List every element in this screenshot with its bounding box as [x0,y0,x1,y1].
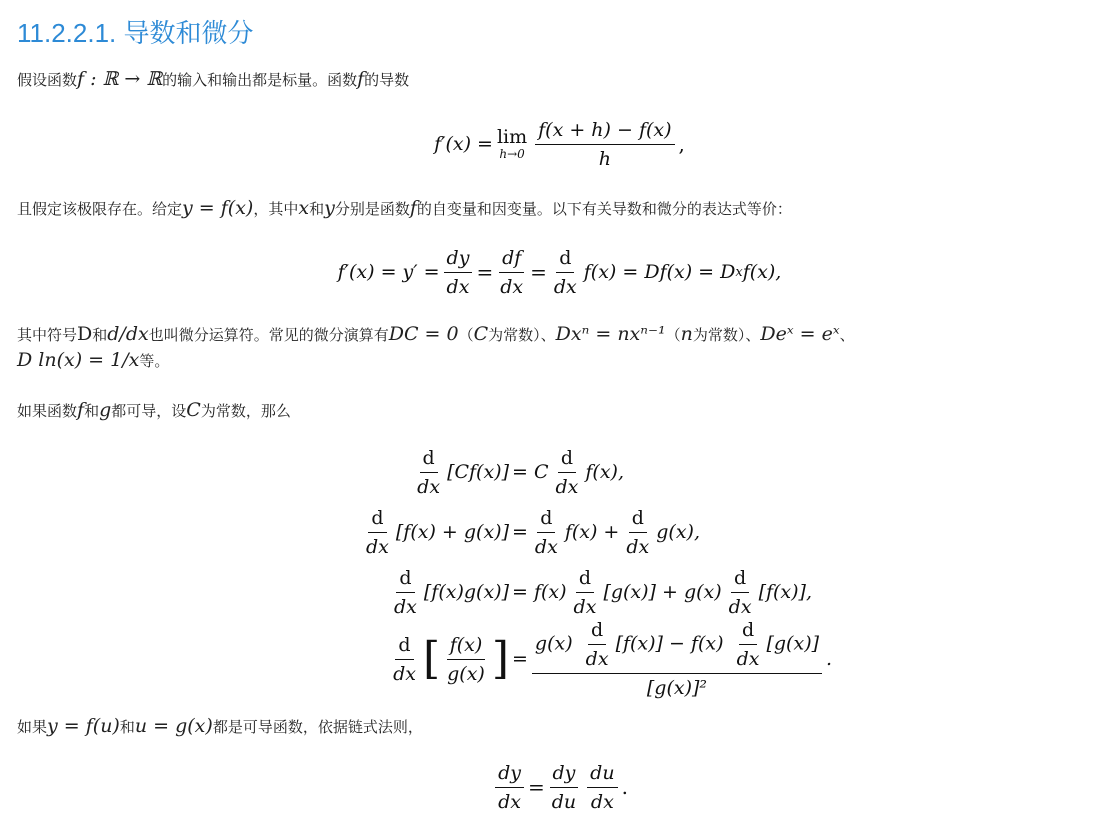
para-differentiable [17,398,291,423]
frac-d-dx [532,507,561,558]
para-chain-rule [17,714,423,739]
rule3-lhs-expr: [f(x)g(x)] [423,581,509,603]
rule4-rhs [512,619,833,699]
frac-dy-du [549,762,579,813]
equals: = [530,260,547,284]
math-dex: Dеˣ = eˣ [760,323,840,345]
frac-den: du [551,790,577,813]
equals: = [476,260,494,284]
frac-dy-dx [444,247,473,298]
num-part: [f(x)] − f(x) [615,632,724,655]
frac-d-dx [363,507,392,558]
frac-dy-dx [495,762,524,813]
rule1-lhs-expr: [Cf(x)] [447,461,509,483]
frac-d-dx [623,507,652,558]
rule3-lhs [387,564,509,620]
frac-num: d [537,507,555,533]
text: 假设函数 [17,71,78,89]
derivative-rules [0,442,1119,699]
text: ，其中 [253,200,299,218]
frac-num: dy [550,762,579,788]
lim-subscript: h→0 [499,146,525,161]
eq-tail: . [621,775,628,799]
eq2-part-c: f(x), [742,261,782,283]
right-bracket: ] [491,633,509,684]
text: 和 [84,402,100,420]
rule4-tail: . [826,648,833,670]
frac-d-dx [553,447,582,498]
frac-num: d [576,567,594,593]
rule2-rhs-a: = [512,521,528,543]
frac-den: dx [736,648,760,670]
text: 和 [92,326,108,344]
math-ugx: u = g(x) [134,715,213,737]
section-heading: 11.2.2.1. 导数和微分 [17,18,254,48]
math-yfu: y = f(u) [47,715,120,737]
frac-d-dx [390,634,419,685]
frac-den: dx [573,595,597,618]
text: 等。 [139,352,170,370]
frac-den: dx [446,275,470,298]
bracketed-quotient [423,634,509,685]
frac-den: g(x) [447,662,485,685]
frac-d-dx [571,567,600,618]
math-mapping: f : ℝ → ℝ [77,68,163,90]
equation-chain-rule [0,756,1119,818]
math-ddx: d/dx [107,323,149,345]
math-C: C [186,399,201,421]
eq2-subscript: x [735,264,743,280]
rule3-rhs-c: [f(x)], [758,581,812,603]
text: 也叫微分运算符。常见的微分演算有 [148,326,389,344]
num-part: [g(x)] [766,632,820,655]
text: 都是可导函数，依据链式法则， [212,718,423,736]
text: 的自变量和因变量。以下有关导数和微分的表达式等价： [416,200,792,218]
equation-equivalent-notations [0,240,1119,304]
eq1-lhs: f′(x) = [434,133,493,155]
frac-num: dy [444,247,473,273]
frac-den: dx [585,648,609,670]
text: 其中符号 [17,326,78,344]
frac-den: dx [393,662,416,685]
text: 和 [309,200,325,218]
text: 和 [119,718,135,736]
rule3-rhs-a: = f(x) [512,581,567,603]
rule2-lhs [359,504,509,560]
rule4-equals: = [512,648,528,670]
text: （ [665,326,681,344]
math-dxn: Dxⁿ = nxⁿ⁻¹ [555,323,666,345]
para-operators-line2 [17,348,169,373]
frac-den: dx [553,275,577,298]
frac-d-dx [726,567,755,618]
frac-d-dx-small [734,619,763,670]
eq1-tail: , [678,132,685,156]
frac-den: dx [555,475,579,498]
rule1-rhs-b: f(x), [585,461,625,483]
rule4-lhs [386,626,509,692]
frac-du-dx [587,762,617,813]
rule2-rhs-b: f(x) + [564,521,620,543]
frac-num [532,619,822,674]
math-n: n [680,323,693,345]
frac-den: [g(x)]² [646,677,708,699]
para-equivalent-forms [17,196,792,221]
frac-num: f(x) [447,634,486,660]
frac-d-dx [391,567,420,618]
text: 为常数，那么 [200,402,291,420]
frac-den: dx [366,535,389,558]
frac-d-dx [414,447,443,498]
frac-num: d [368,507,386,533]
frac-quotient-rule [532,619,822,699]
frac-num: d [731,567,749,593]
eq1-fraction [535,119,674,170]
rule1-rhs-a: = C [512,461,549,483]
frac-den: dx [500,275,524,298]
math-g: g [99,399,112,421]
frac-den: dx [728,595,752,618]
math-C: C [473,323,489,345]
left-bracket: [ [422,633,441,684]
math-x: x [298,197,310,219]
frac-den: dx [626,535,650,558]
frac-d-dx-small [583,619,612,670]
rule1-rhs [512,444,624,500]
equals: = [527,775,545,799]
frac-num: d [588,619,606,645]
text: 为常数）、 [692,326,761,344]
frac-den: dx [534,535,558,558]
math-D: D [77,323,93,345]
math-dln: D ln(x) = 1/x [17,349,140,371]
eq2-part-a: f′(x) = y′ = [337,261,440,283]
text: 且假定该极限存在。给定 [17,200,183,218]
text: 、 [839,326,855,344]
frac-den: dx [394,595,417,618]
frac-df-dx [497,247,526,298]
num-part: g(x) [534,632,573,655]
text: 的导数 [364,71,410,89]
eq2-part-b: f(x) = Df(x) = D [583,261,736,283]
frac-num: d [396,567,414,593]
text: 如果函数 [17,402,78,420]
frac-d-dx [551,247,580,298]
math-yfx: y = f(x) [182,197,254,219]
rule1-lhs [410,444,509,500]
frac-num: du [587,762,617,788]
eq1-denominator: h [598,147,611,170]
eq1-limit [497,127,527,161]
text: （ [458,326,474,344]
frac-num: d [420,447,438,473]
math-y: y [324,197,335,219]
eq1-numerator: f(x + h) − f(x) [535,119,674,145]
text: 分别是函数 [334,200,410,218]
frac-den: dx [417,475,441,498]
rule2-rhs-c: g(x), [656,521,700,543]
para-derivative-intro [17,67,409,92]
frac-f-over-g [444,634,488,685]
text: 为常数）、 [488,326,556,344]
frac-den: dx [590,790,614,813]
frac-num: d [558,447,576,473]
math-f: f [77,399,85,421]
para-operators-line1 [17,322,855,347]
frac-num: d [629,507,647,533]
rule2-lhs-expr: [f(x) + g(x)] [395,521,509,543]
rule2-rhs [512,504,700,560]
frac-num: dy [495,762,524,788]
rule3-rhs-b: [g(x)] + g(x) [603,581,722,603]
text: 如果 [17,718,48,736]
text: 的输入和输出都是标量。函数 [162,71,358,89]
lim-word: lim [496,125,528,148]
frac-den: dx [498,790,521,813]
rule3-rhs [512,564,812,620]
frac-num: d [556,247,574,273]
frac-num: d [395,634,413,660]
text: 都可导，设 [111,402,187,420]
math-f: f [357,68,365,90]
frac-num: df [499,247,524,273]
math-dc: DC = 0 [388,323,459,345]
equation-derivative-definition [0,112,1119,176]
frac-num: d [739,619,757,645]
math-f: f [409,197,417,219]
